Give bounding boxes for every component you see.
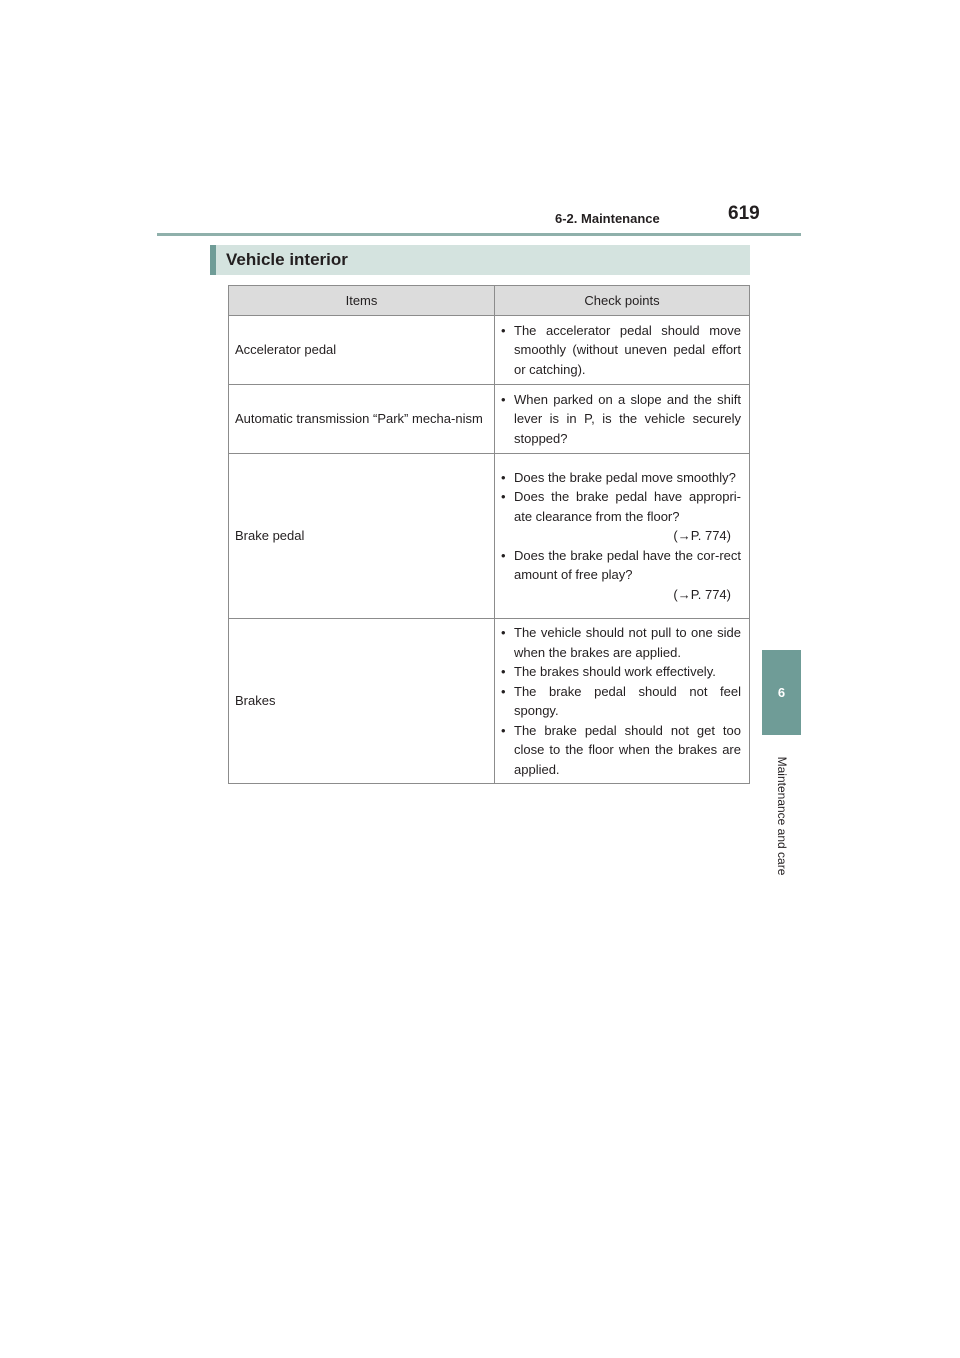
page-reference: (→P. 774): [673, 586, 731, 602]
row-item: Brakes: [229, 619, 495, 784]
check-point-text: Does the brake pedal have appropri-ate clearance from the floor?: [514, 489, 741, 524]
header-divider: [157, 233, 801, 236]
column-header-check-points: Check points: [495, 286, 750, 316]
table-header-row: [229, 286, 750, 316]
page-reference: (→P. 774): [673, 528, 731, 544]
check-point-text: The vehicle should not pull to one side when the brakes are applied.: [514, 625, 741, 660]
table-row: [229, 619, 750, 784]
check-point-text: When parked on a slope and the shift lever is in P, is the vehicle securely stopped?: [514, 391, 741, 446]
check-point: [501, 390, 741, 449]
check-point-text: Does the brake pedal have the cor-rect amount of free play?: [514, 547, 741, 583]
check-point: [501, 682, 741, 721]
column-header-items: Items: [229, 286, 495, 316]
table-row: [229, 316, 750, 385]
header-section: 6-2. Maintenance: [555, 211, 660, 226]
table-row: [229, 454, 750, 619]
check-point-text: The brake pedal should not feel spongy.: [514, 683, 741, 718]
check-point: [501, 468, 741, 488]
check-point: [501, 487, 741, 546]
section-title: [210, 245, 750, 275]
chapter-tab: 6: [762, 650, 801, 735]
check-point: [501, 662, 741, 682]
row-item: Accelerator pedal: [229, 316, 495, 385]
check-point: [501, 546, 741, 605]
row-check-points: [495, 454, 750, 619]
check-point: [501, 721, 741, 780]
table-row: [229, 385, 750, 454]
row-item: Brake pedal: [229, 454, 495, 619]
check-point-text: The brake pedal should not get too close to the floor when the brakes are applied.: [514, 722, 741, 777]
row-check-points: [495, 619, 750, 784]
chapter-label: Maintenance and care: [775, 756, 789, 876]
check-point-text: Does the brake pedal move smoothly?: [514, 469, 736, 485]
inspection-table: [228, 285, 750, 784]
check-point: [501, 623, 741, 662]
check-point: [501, 321, 741, 380]
check-point-text: The accelerator pedal should move smoothly (without uneven pedal effort or catching).: [514, 322, 741, 377]
row-check-points: [495, 316, 750, 385]
row-check-points: [495, 385, 750, 454]
row-item: Automatic transmission “Park” mecha-nism: [229, 385, 495, 454]
section-title-text: Vehicle interior: [226, 250, 348, 269]
check-point-text: The brakes should work effectively.: [514, 664, 716, 679]
page-number: 619: [728, 203, 760, 224]
